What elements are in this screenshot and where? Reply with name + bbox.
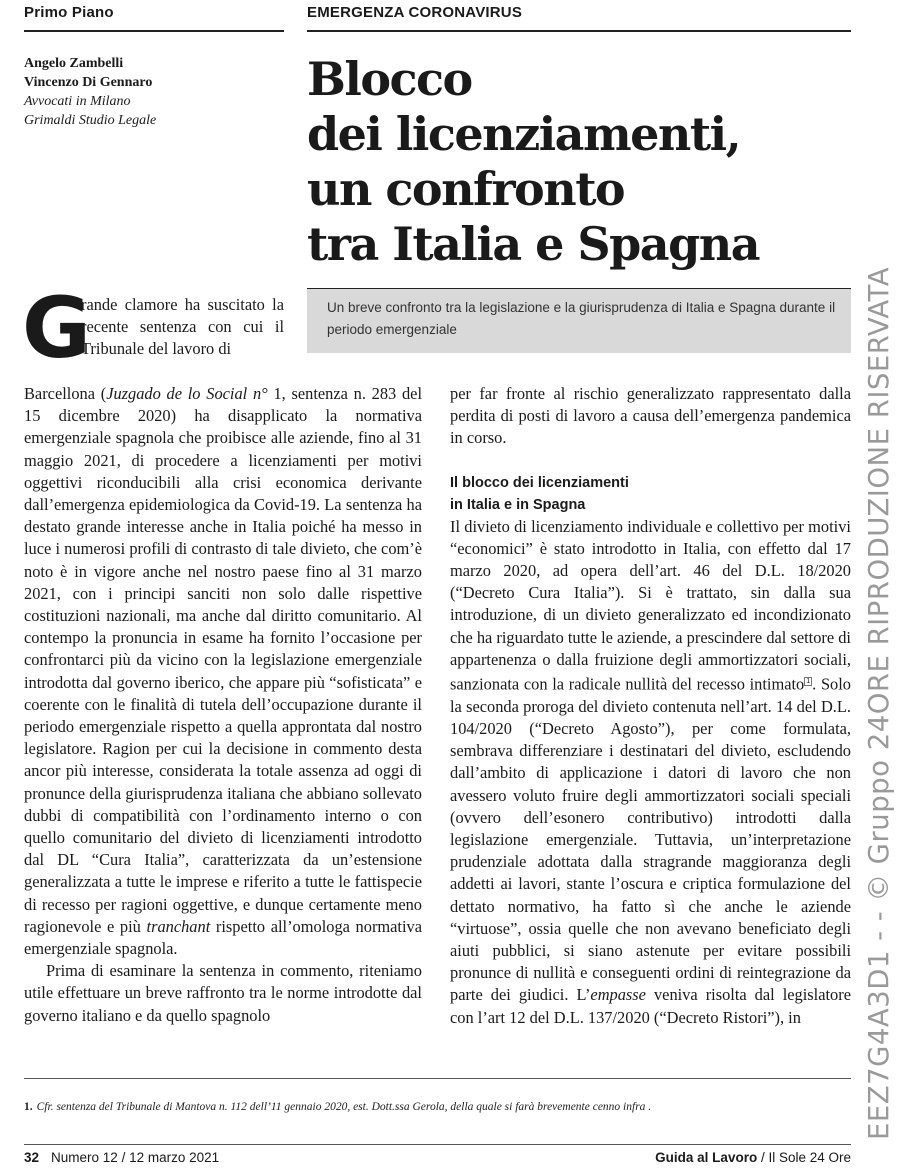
page-folio <box>24 1150 219 1165</box>
body-column-left <box>24 383 422 1027</box>
article-title <box>307 52 837 272</box>
issue-info: Numero 12 / 12 marzo 2021 <box>51 1150 220 1165</box>
text-run-italic: tranchant <box>146 916 211 936</box>
header-rule-left <box>24 30 284 32</box>
title-line: un confronto <box>307 162 625 216</box>
publication-brand <box>655 1150 851 1165</box>
title-line: dei licenziamenti, <box>307 107 741 161</box>
footer-rule <box>24 1144 851 1145</box>
heading-line: Il blocco dei licenziamenti <box>450 474 629 491</box>
text-run: Il divieto di licenziamento individuale e collettivo per motivi “economici” è stato introdotto in Italia, con effetto dal 17 marzo 2020, ad opera dell’art. 46 del D.L. 18/2020 (“Decreto Cura Italia”). Si è trattato, sin dalla sua introduzione, di un divieto generalizzato ed incondizionato che ha riguardato tutte le aziende, a prescindere dal settore di appartenenza o dalla fruizione degli ammortizzatori sociali, sanzionata con la radicale nullità del recesso intimato <box>450 516 851 694</box>
author-block <box>24 54 284 130</box>
footnote-number: 1. <box>24 1101 33 1113</box>
author-name: Vincenzo Di Gennaro <box>24 75 153 90</box>
section-label-left: Primo Piano <box>24 4 114 21</box>
text-run: veniva risolta dal legislatore con l’art 12 del D.L. 137/2020 (“Decreto Ristori”), in <box>450 985 851 1027</box>
lead-text: rande clamore ha suscitato la recente sentenza con cui il Tribunale del lavoro di <box>81 295 284 359</box>
author-name: Angelo Zambelli <box>24 56 124 71</box>
footnote-reference[interactable]: 1 <box>806 678 811 686</box>
text-run-italic: empasse <box>590 985 646 1005</box>
section-heading <box>450 472 851 516</box>
title-line: Blocco <box>307 52 472 106</box>
copyright-watermark: EEZ7G4A3D1 - - © Gruppo 24ORE RIPRODUZIONE RISERVATA <box>863 266 895 1140</box>
section-label-right: EMERGENZA CORONAVIRUS <box>307 4 523 21</box>
text-run-italic: Juzgado de lo Social n° <box>106 384 268 403</box>
author-affiliation: Grimaldi Studio Legale <box>24 113 157 128</box>
header-rule-right <box>307 30 851 32</box>
footnote-rule <box>24 1078 851 1079</box>
footnote <box>24 1101 851 1113</box>
text-run: rispetto all’omologa normativa emergenziale spagnola. <box>24 916 422 959</box>
heading-line: in Italia e in Spagna <box>450 496 586 513</box>
lead-paragraph <box>24 383 422 960</box>
text-run: Barcellona ( <box>24 384 107 403</box>
drop-cap: G <box>22 279 91 377</box>
body-paragraph: Prima di esaminare la sentenza in commento, riteniamo utile effettuare un breve raffronto tra le norme introdotte dal governo italiano e da quello spagnolo <box>24 961 422 1025</box>
article-summary: Un breve confronto tra la legislazione e la giurisprudenza di Italia e Spagna durante il periodo emergenziale <box>307 288 851 353</box>
text-run: . Solo la seconda proroga del divieto contenuta nell’art. 14 del D.L. 104/2020 (“Decreto Agosto”), per come formulata, sembrava differenziare i destinatari del divieto, escludendo dall’ambito di applicazione i datori di lavoro che non avessero voluto fruire degli ammortizzatori sociali speciali (ovvero dell’esonero contributivo) introdotti dalla legislazione emergenziale. Tuttavia, un’interpretazione prudenziale adottata dalla stragrande maggioranza degli addetti ai lavori, stante l’oscura e criptica formulazione del dettato normativo, ha fatto sì che anche le aziende “virtuose”, ossia quelle che non avevano beneficiato degli aiuti pubblici, si siano astenute per evitare possibili pronunce di nullità e conseguenti ordini di reintegrazione da parte dei giudici. L’ <box>450 674 852 1005</box>
page-number: 32 <box>24 1150 40 1165</box>
author-role: Avvocati in Milano <box>24 94 131 109</box>
text-run: 1, sentenza n. 283 del 15 dicembre 2020) ha disapplicato la normativa emergenziale spagnola che proibisce alle aziende, fino al 31 maggio 2021, di procedere a licenziamenti per motivi oggettivi riconducibili alla crisi economica derivante dall’emergenza epidemiologica da Covid-19. La sentenza ha destato grande interesse anche in Italia poiché ha messo in luce i numerosi profili di contrasto di tale divieto, che com’è noto è in vigore anche nel nostro paese fino al 31 marzo 2021, con i principi sanciti non solo dalle rispettive costituzioni nazionali, ma anche dal diritto comunitario. Al contempo la pronuncia in esame ha fornito l’occasione per confrontarci più da vicino con la legislazione emergenziale introdotta dal governo iberico, che appare più “sofisticata” e coerente con le finalità di tutela dell’occupazione durante il periodo emergenziale rispetto a quella approntata dal nostro legislatore. Ragion per cui la decisione in commento desta ancor più interesse, considerata la totale assenza ad oggi di pronunce della giurisprudenza italiana che abbiano sollevato dubbi di compatibilità con l’ordinamento interno o con quello comunitario del divieto di licenziamenti introdotto dal DL “Cura Italia”, caratterizzata da un’estensione generalizzata a tutte le imprese e riferito a tutte le fattispecie di recesso per ragioni oggettive, e dunque certamente meno ragionevole e più <box>24 384 422 936</box>
body-column-right <box>450 383 851 1029</box>
body-paragraph <box>450 516 851 1029</box>
brand-name: Guida al Lavoro <box>655 1150 758 1165</box>
lead-paragraph-top <box>81 294 284 361</box>
title-line: tra Italia e Spagna <box>307 217 760 271</box>
body-paragraph: per far fronte al rischio generalizzato rappresentato dalla perdita di posti di lavoro a causa dell’emergenza pandemica in corso. <box>450 384 851 448</box>
footnote-text: Cfr. sentenza del Tribunale di Mantova n. 112 dell’11 gennaio 2020, est. Dott.ssa Gerola, della quale si farà brevemente cenno infra . <box>36 1101 652 1113</box>
brand-publisher: / Il Sole 24 Ore <box>757 1150 851 1165</box>
